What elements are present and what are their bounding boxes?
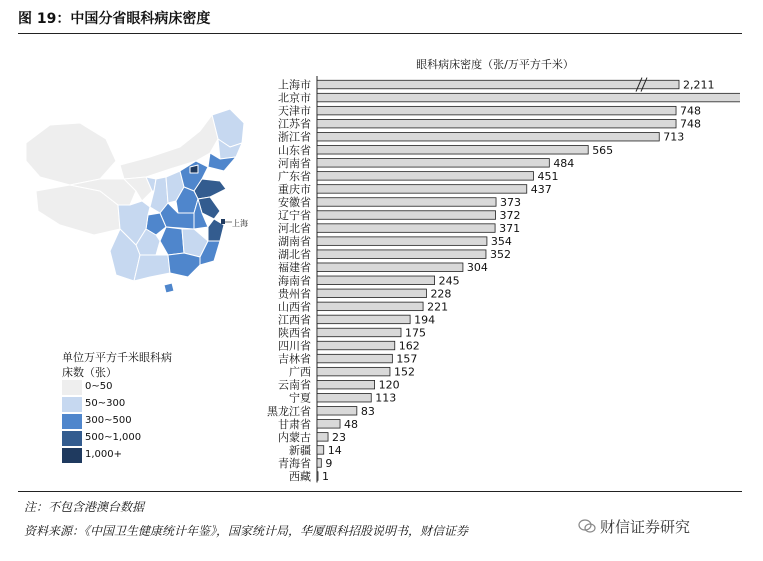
value-label: 120 (378, 378, 400, 392)
bar (317, 354, 392, 363)
value-label: 23 (332, 430, 347, 444)
value-label: 9 (325, 456, 333, 470)
bar (317, 263, 463, 272)
legend-label: 500~1,000 (85, 432, 142, 443)
category-label: 广西 (289, 365, 311, 379)
legend-item (62, 397, 242, 413)
category-label: 青海省 (278, 456, 311, 470)
value-label: 152 (393, 365, 415, 379)
value-label: 484 (553, 156, 575, 170)
bar (317, 93, 740, 102)
category-label: 陕西省 (278, 326, 311, 340)
value-label: 304 (466, 261, 488, 275)
category-label: 西藏 (289, 470, 311, 484)
bar (317, 224, 495, 233)
category-label: 吉林省 (278, 352, 311, 366)
category-label: 山东省 (278, 143, 311, 157)
value-label: 354 (490, 235, 512, 249)
china-map (20, 95, 260, 305)
map-region-guangdong (168, 253, 200, 277)
watermark: 财信证券研究 (600, 518, 691, 536)
category-label: 湖北省 (278, 248, 311, 262)
bar (317, 420, 340, 429)
category-label: 河南省 (278, 156, 311, 170)
legend-swatch (62, 380, 82, 395)
bar (317, 237, 487, 246)
legend-item (62, 431, 242, 447)
bar (317, 211, 496, 220)
bar (317, 315, 410, 324)
map-region-xinjiang (26, 123, 116, 185)
category-label: 河北省 (278, 222, 311, 236)
value-label: 371 (499, 222, 521, 236)
legend-item (62, 380, 242, 396)
value-label: 221 (427, 300, 449, 314)
category-label: 福建省 (278, 261, 311, 275)
value-label: 245 (438, 274, 460, 288)
bar (317, 433, 328, 442)
legend-swatch (62, 397, 82, 412)
value-label: 194 (414, 313, 436, 327)
category-label: 云南省 (278, 378, 311, 392)
value-label: 2,211 (683, 78, 715, 92)
bar (317, 459, 321, 468)
wechat-icon (578, 517, 596, 535)
legend-item (62, 448, 242, 464)
bar (317, 80, 679, 89)
category-label: 贵州省 (278, 287, 311, 301)
value-label: 352 (489, 248, 511, 262)
value-label: 748 (680, 117, 702, 131)
bar (317, 367, 390, 376)
value-label: 113 (375, 391, 397, 405)
bar (317, 106, 676, 115)
value-label: 451 (537, 169, 559, 183)
bar (317, 380, 375, 389)
bar (317, 159, 549, 168)
value-label: 228 (430, 287, 452, 301)
figure-title: 图 19：中国分省眼科病床密度 (18, 11, 211, 27)
category-label: 海南省 (278, 274, 311, 288)
bar (317, 302, 423, 311)
value-label: 83 (360, 404, 375, 418)
bar (317, 185, 527, 194)
legend-title: 单位万平方千米眼科病床数（张） (62, 351, 172, 379)
map-region-hunan (160, 227, 184, 255)
category-label: 辽宁省 (278, 209, 311, 223)
bar (317, 341, 395, 350)
bar (317, 119, 676, 128)
category-label: 天津市 (278, 104, 311, 118)
title-rule (18, 33, 742, 34)
value-label: 1 (322, 470, 329, 484)
category-label: 重庆市 (278, 182, 311, 196)
bar (317, 198, 496, 207)
footer-rule (18, 491, 742, 492)
category-label: 新疆 (289, 443, 311, 457)
bar (317, 289, 426, 298)
legend-item (62, 414, 242, 430)
source-note: 资料来源：《中国卫生健康统计年鉴》，国家统计局，华厦眼科招股说明书，财信证券 (24, 524, 469, 538)
category-label: 山西省 (278, 300, 311, 314)
category-label: 浙江省 (278, 130, 311, 144)
legend-swatch (62, 431, 82, 446)
category-label: 江苏省 (278, 117, 311, 131)
bar (317, 328, 401, 337)
bar (317, 393, 371, 402)
category-label: 甘肃省 (278, 417, 311, 431)
bar (317, 407, 357, 416)
bar (317, 146, 588, 155)
category-label: 安徽省 (278, 195, 311, 209)
bar (317, 472, 318, 481)
value-label: 437 (530, 182, 552, 196)
value-label: 157 (396, 352, 418, 366)
map-region-hainan (164, 283, 174, 293)
bar (317, 172, 533, 181)
category-label: 广东省 (278, 169, 311, 183)
chart-title: 眼科病床密度（张/万平方千米） (416, 58, 574, 71)
value-label: 175 (405, 326, 426, 340)
category-label: 北京市 (278, 91, 311, 105)
map-region-beijing (190, 165, 198, 173)
value-label: 14 (327, 443, 342, 457)
category-label: 宁夏 (289, 391, 311, 405)
value-label: 748 (680, 104, 702, 118)
legend-swatch (62, 448, 82, 463)
value-label: 565 (592, 143, 614, 157)
footnote: 注：不包含港澳台数据 (24, 500, 145, 514)
value-label: 48 (344, 417, 359, 431)
map-region-guangxi (134, 255, 170, 281)
bar (317, 132, 659, 141)
legend-label: 300~500 (85, 415, 132, 426)
bar (317, 446, 324, 455)
legend-label: 50~300 (85, 398, 126, 409)
shanghai-label: 上海 (232, 219, 248, 228)
bar-chart (250, 50, 740, 490)
value-label: 373 (500, 195, 522, 209)
bar (317, 276, 435, 285)
category-label: 四川省 (278, 339, 311, 353)
map-region-shanghai (221, 219, 225, 224)
bar (317, 250, 486, 258)
legend-label: 1,000+ (85, 449, 123, 460)
category-label: 内蒙古 (278, 430, 311, 444)
value-label: 713 (663, 130, 685, 144)
value-label: 162 (398, 339, 420, 353)
legend-swatch (62, 414, 82, 429)
category-label: 上海市 (278, 78, 311, 92)
value-label: 372 (499, 209, 521, 223)
legend-label: 0~50 (85, 381, 113, 392)
category-label: 江西省 (278, 313, 311, 327)
category-label: 黑龙江省 (267, 404, 311, 418)
category-label: 湖南省 (278, 235, 311, 249)
